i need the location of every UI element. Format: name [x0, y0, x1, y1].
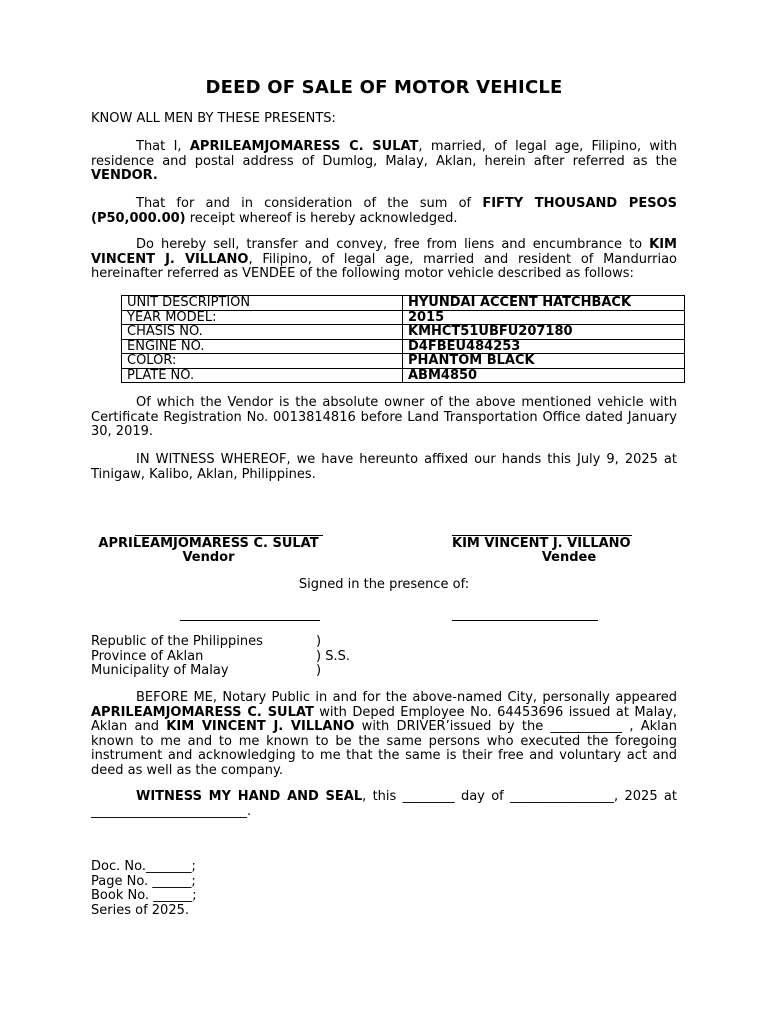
- table-row: [122, 368, 685, 383]
- series-year: Series of 2025.: [91, 902, 189, 918]
- ownership-paragraph: Of which the Vendor is the absolute owner of the above mentioned vehicle with Certificate Registration No. 0013814816 before Land Transportation Office dated January 30, 2019.: [91, 395, 677, 439]
- vendee-name: KIM VINCENT J. VILLANO: [91, 237, 677, 267]
- table-row: [122, 354, 685, 369]
- vendor-paragraph: That I, APRILEAMJOMARESS C. SULAT, married, of legal age, Filipino, with residence and postal address of Dumlog, Malay, Aklan, herein after referred as the VENDOR.: [91, 139, 677, 183]
- row-value: ABM4850: [403, 368, 685, 383]
- vehicle-details-table: [121, 295, 685, 383]
- vendor-role: VENDOR.: [91, 168, 158, 183]
- row-value: D4FBEU484253: [403, 339, 685, 354]
- row-value: HYUNDAI ACCENT HATCHBACK: [403, 296, 685, 311]
- row-value: PHANTOM BLACK: [403, 354, 685, 369]
- row-label: CHASIS NO.: [122, 325, 403, 340]
- sale-amount: FIFTY THOUSAND PESOS (P50,000.00): [91, 196, 677, 226]
- vendor-signature-name: APRILEAMJOMARESS C. SULAT: [98, 536, 319, 551]
- witness-seal-paragraph: WITNESS MY HAND AND SEAL, this ________ day of ________________, 2025 at ________________________.: [91, 789, 677, 819]
- intro-line: [91, 112, 677, 127]
- document-title: DEED OF SALE OF MOTOR VEHICLE: [205, 77, 563, 98]
- intro-text: KNOW ALL MEN BY THESE PRESENTS:: [91, 111, 336, 126]
- vendee-signature-name: KIM VINCENT J. VILLANO: [452, 536, 631, 551]
- witness-seal-heading: WITNESS MY HAND AND SEAL: [136, 789, 363, 804]
- table-row: [122, 339, 685, 354]
- venue-row: Republic of the Philippines ): [91, 634, 322, 649]
- notary-vendee-name: KIM VINCENT J. VILLANO: [166, 719, 355, 734]
- consideration-paragraph: That for and in consideration of the sum of FIFTY THOUSAND PESOS (P50,000.00) receipt whereof is hereby acknowledged.: [91, 196, 677, 226]
- notary-vendor-name: APRILEAMJOMARESS C. SULAT: [91, 704, 314, 720]
- witness-1-signature-line: [180, 620, 320, 621]
- row-label: UNIT DESCRIPTION: [122, 296, 403, 311]
- row-label: COLOR:: [122, 354, 403, 369]
- row-label: YEAR MODEL:: [122, 310, 403, 325]
- table-row: [122, 325, 685, 340]
- doc-number: Doc. No._______;: [91, 859, 196, 874]
- conveyance-paragraph: Do hereby sell, transfer and convey, free from liens and encumbrance to KIM VINCENT J. VILLANO, Filipino, of legal age, married and resident of Mandurriao hereinafter referred as VENDEE of the following motor vehicle described as follows:: [91, 237, 677, 281]
- vendee-signature-role: Vendee: [541, 550, 597, 565]
- notary-paragraph: BEFORE ME, Notary Public in and for the above-named City, personally appeared APRILEAMJOMARESS C. SULAT with Deped Employee No. 64453696 issued at Malay, Aklan and KIM VINCENT J. VILLANO with DRIVER’issued by the ___________ , Aklan known to me and to me known to be the same persons who executed the foregoing instrument and acknowledging to me that the same is their free and voluntary act and deed as well as the company.: [91, 690, 677, 778]
- row-label: PLATE NO.: [122, 368, 403, 383]
- table-row: [122, 310, 685, 325]
- table-row: [122, 296, 685, 311]
- witness-whereof-paragraph: IN WITNESS WHEREOF, we have hereunto affixed our hands this July 9, 2025 at Tinigaw, Kalibo, Aklan, Philippines.: [91, 452, 677, 482]
- witness-2-signature-line: [452, 620, 598, 621]
- page-number: Page No. ______;: [91, 873, 196, 889]
- venue-block: [91, 635, 350, 679]
- row-value: KMHCT51UBFU207180: [403, 325, 685, 340]
- row-value: 2015: [403, 310, 685, 325]
- vendor-signature-role: Vendor: [182, 550, 235, 565]
- presence-text: Signed in the presence of:: [298, 577, 470, 592]
- venue-row: Municipality of Malay ): [91, 663, 322, 678]
- vendor-name: APRILEAMJOMARESS C. SULAT: [189, 139, 419, 154]
- book-number: Book No. ______;: [91, 888, 197, 903]
- notarial-register: [91, 860, 197, 918]
- venue-row: Province of Aklan ) S.S.: [91, 648, 350, 664]
- row-label: ENGINE NO.: [122, 339, 403, 354]
